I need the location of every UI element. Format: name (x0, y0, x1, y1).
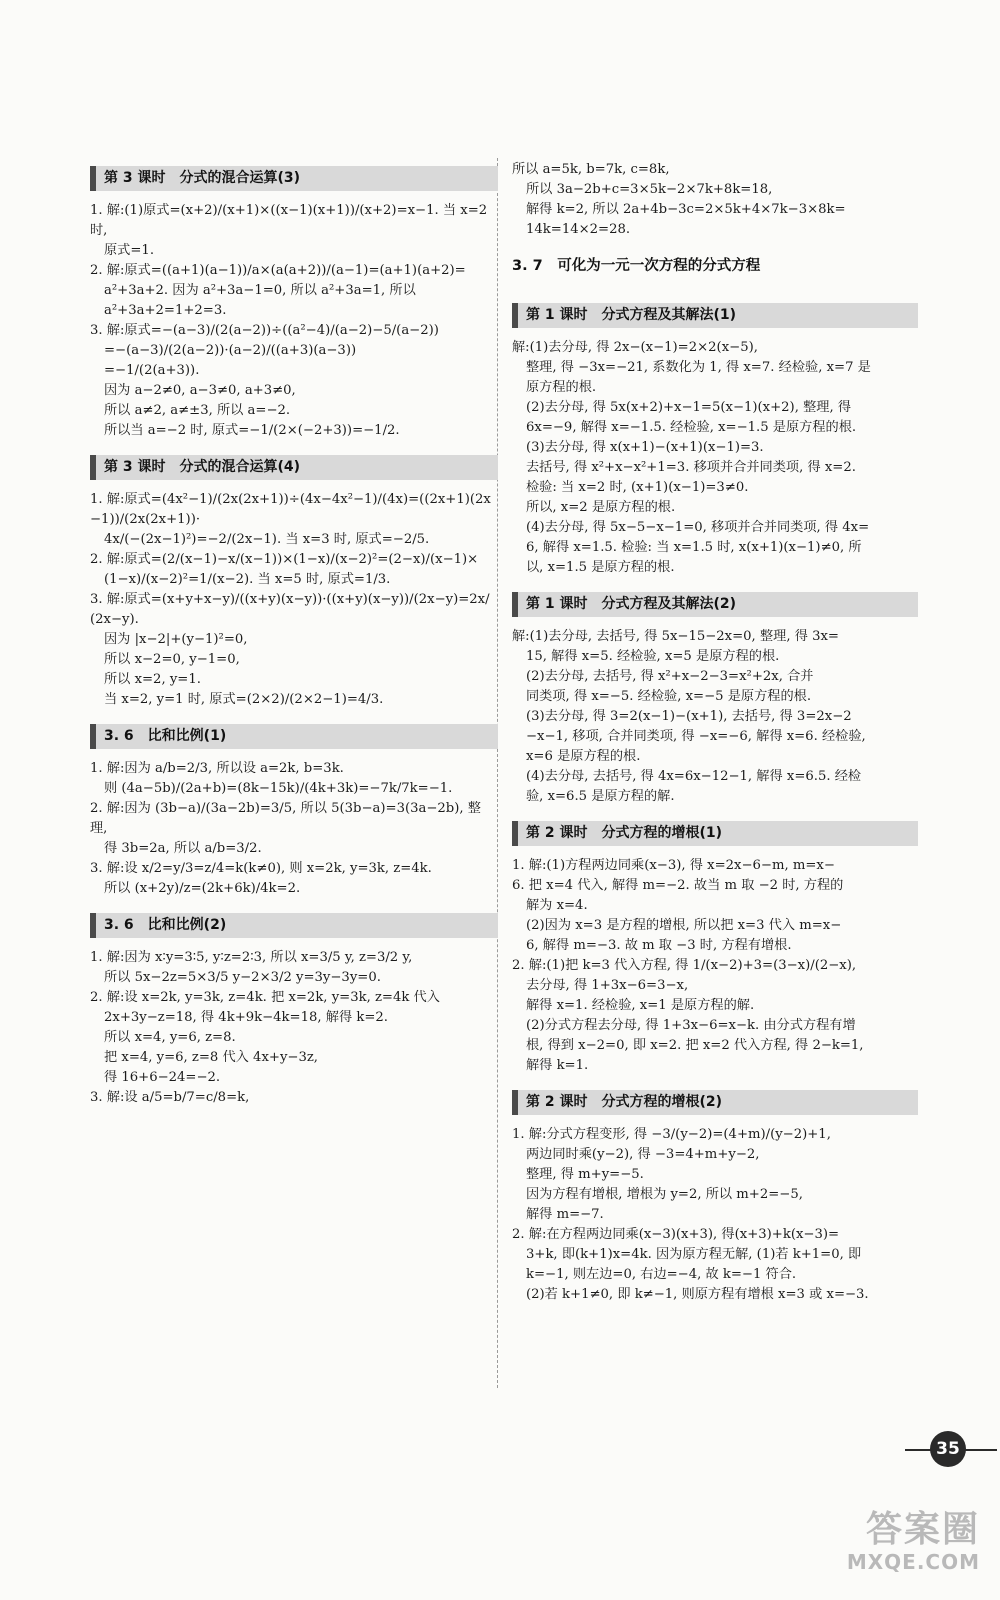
answer-line: 检验: 当 x=2 时, (x+1)(x−1)=3≠0. (526, 480, 749, 495)
answer-line: =−1/(2(a+3)). (104, 363, 200, 378)
answer-line: (3)去分母, 得 3=2(x−1)−(x+1), 去括号, 得 3=2x−2 (526, 709, 852, 724)
answer-line: 所以 (x+2y)/z=(2k+6k)/4k=2. (104, 881, 301, 896)
section (512, 592, 918, 815)
section-title: 3. 7 可化为一元一次方程的分式方程 (512, 258, 761, 274)
answer-line: 去括号, 得 x²+x−x²+1=3. 移项并合并同类项, 得 x=2. (526, 460, 856, 475)
section (512, 1090, 918, 1313)
answer-line: 两边同时乘(y−2), 得 −3=4+m+y−2, (526, 1147, 760, 1162)
answer-line: 所以 x=2, y=1. (104, 672, 201, 687)
answer-line: 解得 k=1. (526, 1058, 589, 1073)
answer-line: 所以当 a=−2 时, 原式=−1/(2×(−2+3))=−1/2. (104, 423, 400, 438)
answer-line: 原式=1. (104, 243, 155, 258)
answer-line: x=6 是原方程的根. (526, 749, 641, 764)
section (90, 455, 498, 718)
answer-line: 因为 |x−2|+(y−1)²=0, (104, 632, 248, 647)
section-title: 3. 6 比和比例(1) (90, 724, 498, 749)
answer-line: 6, 解得 m=−3. 故 m 取 −3 时, 方程有增根. (526, 938, 792, 953)
section (90, 166, 498, 449)
watermark (820, 1510, 980, 1574)
section-title: 第 2 课时 分式方程的增根(1) (512, 821, 918, 846)
section (512, 160, 918, 248)
answer-line: 2. 解:因为 (3b−a)/(3a−2b)=3/5, 所以 5(3b−a)=3(3a−2b), 整理, (90, 801, 481, 836)
answer-line: 所以, x=2 是原方程的根. (526, 500, 676, 515)
answer-line: 则 (4a−5b)/(2a+b)=(8k−15k)/(4k+3k)=−7k/7k=−1. (104, 781, 453, 796)
answer-line: 3. 解:原式=−(a−3)/(2(a−2))÷((a²−4)/(a−2)−5/(a−2)) (90, 323, 439, 338)
answer-line: 所以 5x−2z=5×3/5 y−2×3/2 y=3y−3y=0. (104, 970, 381, 985)
left-column (90, 160, 498, 1116)
answer-line: (2)去分母, 得 5x(x+2)+x−1=5(x−1)(x+2), 整理, 得 (526, 400, 852, 415)
answer-line: =−(a−3)/(2(a−2))·(a−2)/((a+3)(a−3)) (104, 343, 357, 358)
answer-line: 把 x=4, y=6, z=8 代入 4x+y−3z, (104, 1050, 318, 1065)
section-title: 第 3 课时 分式的混合运算(3) (90, 166, 498, 191)
answer-line: 解得 k=2, 所以 2a+4b−3c=2×5k+4×7k−3×8k= (526, 202, 846, 217)
answer-line: 所以 a≠2, a≠±3, 所以 a=−2. (104, 403, 291, 418)
section-title: 第 2 课时 分式方程的增根(2) (512, 1090, 918, 1115)
answer-line: (3)去分母, 得 x(x+1)−(x+1)(x−1)=3. (526, 440, 764, 455)
answer-line: 验, x=6.5 是原方程的解. (526, 789, 675, 804)
answer-line: 1. 解:分式方程变形, 得 −3/(y−2)=(4+m)/(y−2)+1, (512, 1127, 831, 1142)
answer-line: 3. 解:设 a/5=b/7=c/8=k, (90, 1090, 250, 1105)
answer-line: 解:(1)去分母, 去括号, 得 5x−15−2x=0, 整理, 得 3x= (512, 629, 839, 644)
answer-line: a²+3a+2. 因为 a²+3a−1=0, 所以 a²+3a=1, 所以 (104, 283, 416, 298)
answer-line: (2)分式方程去分母, 得 1+3x−6=x−k. 由分式方程有增 (526, 1018, 856, 1033)
answer-line: 4x/(−(2x−1)²)=−2/(2x−1). 当 x=3 时, 原式=−2/5. (104, 532, 430, 547)
answer-line: 去分母, 得 1+3x−6=3−x, (526, 978, 689, 993)
answer-line: (1−x)/(x−2)²=1/(x−2). 当 x=5 时, 原式=1/3. (104, 572, 391, 587)
section-title: 第 3 课时 分式的混合运算(4) (90, 455, 498, 480)
section (90, 913, 498, 1116)
answer-line: (4)去分母, 去括号, 得 4x=6x−12−1, 解得 x=6.5. 经检 (526, 769, 862, 784)
answer-line: 1. 解:(1)方程两边同乘(x−3), 得 x=2x−6−m, m=x− (512, 858, 835, 873)
page-number: 35 (930, 1431, 966, 1467)
answer-line: 以, x=1.5 是原方程的根. (526, 560, 675, 575)
answer-line: 15, 解得 x=5. 经检验, x=5 是原方程的根. (526, 649, 780, 664)
answer-line: 整理, 得 −3x=−21, 系数化为 1, 得 x=7. 经检验, x=7 是 (526, 360, 871, 375)
right-column (512, 160, 918, 1313)
answer-line: 所以 x−2=0, y−1=0, (104, 652, 240, 667)
section-title: 第 1 课时 分式方程及其解法(2) (512, 592, 918, 617)
answer-line: 所以 3a−2b+c=3×5k−2×7k+8k=18, (526, 182, 773, 197)
answer-line: 同类项, 得 x=−5. 经检验, x=−5 是原方程的根. (526, 689, 812, 704)
answer-line: (2)若 k+1≠0, 即 k≠−1, 则原方程有增根 x=3 或 x=−3. (526, 1287, 869, 1302)
section (512, 254, 918, 297)
watermark-line1: 答案圈 (865, 1509, 980, 1550)
answer-line: 整理, 得 m+y=−5. (526, 1167, 644, 1182)
answer-line: 解为 x=4. (526, 898, 588, 913)
answer-line: 解得 m=−7. (526, 1207, 604, 1222)
answer-line: 因为方程有增根, 增根为 y=2, 所以 m+2=−5, (526, 1187, 803, 1202)
answer-line: 所以 a=5k, b=7k, c=8k, (512, 162, 670, 177)
section-title: 第 1 课时 分式方程及其解法(1) (512, 303, 918, 328)
answer-line: 14k=14×2=28. (526, 222, 631, 237)
answer-line: 6, 解得 x=1.5. 检验: 当 x=1.5 时, x(x+1)(x−1)≠0, 所 (526, 540, 862, 555)
answer-line: 当 x=2, y=1 时, 原式=(2×2)/(2×2−1)=4/3. (104, 692, 384, 707)
section (512, 303, 918, 586)
answer-line: a²+3a+2=1+2=3. (104, 303, 227, 318)
answer-line: 6. 把 x=4 代入, 解得 m=−2. 故当 m 取 −2 时, 方程的 (512, 878, 844, 893)
answer-line: 3. 解:原式=(x+y+x−y)/((x+y)(x−y))·((x+y)(x−y))/(2x−y)=2x/(2x−y). (90, 592, 490, 627)
answer-line: 2. 解:原式=(2/(x−1)−x/(x−1))×(1−x)/(x−2)²=(2−x)/(x−1)× (90, 552, 479, 567)
answer-line: 1. 解:(1)原式=(x+2)/(x+1)×((x−1)(x+1))/(x+2)=x−1. 当 x=2 时, (90, 203, 488, 238)
answer-line: 1. 解:因为 x∶y=3∶5, y∶z=2∶3, 所以 x=3/5 y, z=3/2 y, (90, 950, 413, 965)
answer-line: (2)去分母, 去括号, 得 x²+x−2−3=x²+2x, 合并 (526, 669, 814, 684)
answer-line: 2. 解:(1)把 k=3 代入方程, 得 1/(x−2)+3=(3−x)/(2−x), (512, 958, 857, 973)
watermark-line2: MXQE.COM (846, 1550, 980, 1574)
section (90, 724, 498, 907)
answer-line: 所以 x=4, y=6, z=8. (104, 1030, 236, 1045)
answer-line: 1. 解:因为 a/b=2/3, 所以设 a=2k, b=3k. (90, 761, 344, 776)
answer-line: 1. 解:原式=(4x²−1)/(2x(2x+1))÷(4x−4x²−1)/(4x)=((2x+1)(2x−1))/(2x(2x+1))· (90, 492, 491, 527)
answer-line: 得 3b=2a, 所以 a/b=3/2. (104, 841, 262, 856)
answer-line: 6x=−9, 解得 x=−1.5. 经检验, x=−1.5 是原方程的根. (526, 420, 857, 435)
answer-line: −x−1, 移项, 合并同类项, 得 −x=−6, 解得 x=6. 经检验, (526, 729, 866, 744)
answer-line: k=−1, 则左边=0, 右边=−4, 故 k=−1 符合. (526, 1267, 797, 1282)
answer-line: 2x+3y−z=18, 得 4k+9k−4k=18, 解得 k=2. (104, 1010, 388, 1025)
answer-line: (2)因为 x=3 是方程的增根, 所以把 x=3 代入 m=x− (526, 918, 842, 933)
answer-line: 解得 x=1. 经检验, x=1 是原方程的解. (526, 998, 755, 1013)
answer-line: 原方程的根. (526, 380, 597, 395)
answer-line: 因为 a−2≠0, a−3≠0, a+3≠0, (104, 383, 296, 398)
answer-line: 2. 解:在方程两边同乘(x−3)(x+3), 得(x+3)+k(x−3)= (512, 1227, 840, 1242)
answer-line: 根, 得到 x−2=0, 即 x=2. 把 x=2 代入方程, 得 2−k=1, (526, 1038, 864, 1053)
section (512, 821, 918, 1084)
answer-line: 3+k, 即(k+1)x=4k. 因为原方程无解, (1)若 k+1=0, 即 (526, 1247, 862, 1262)
answer-line: 2. 解:设 x=2k, y=3k, z=4k. 把 x=2k, y=3k, z=4k 代入 (90, 990, 440, 1005)
answer-line: 解:(1)去分母, 得 2x−(x−1)=2×2(x−5), (512, 340, 758, 355)
answer-line: (4)去分母, 得 5x−5−x−1=0, 移项并合并同类项, 得 4x= (526, 520, 870, 535)
section-title: 3. 6 比和比例(2) (90, 913, 498, 938)
answer-line: 2. 解:原式=((a+1)(a−1))/a×(a(a+2))/(a−1)=(a+1)(a+2)= (90, 263, 466, 278)
answer-line: 3. 解:设 x/2=y/3=z/4=k(k≠0), 则 x=2k, y=3k, z=4k. (90, 861, 432, 876)
answer-line: 得 16+6−24=−2. (104, 1070, 221, 1085)
